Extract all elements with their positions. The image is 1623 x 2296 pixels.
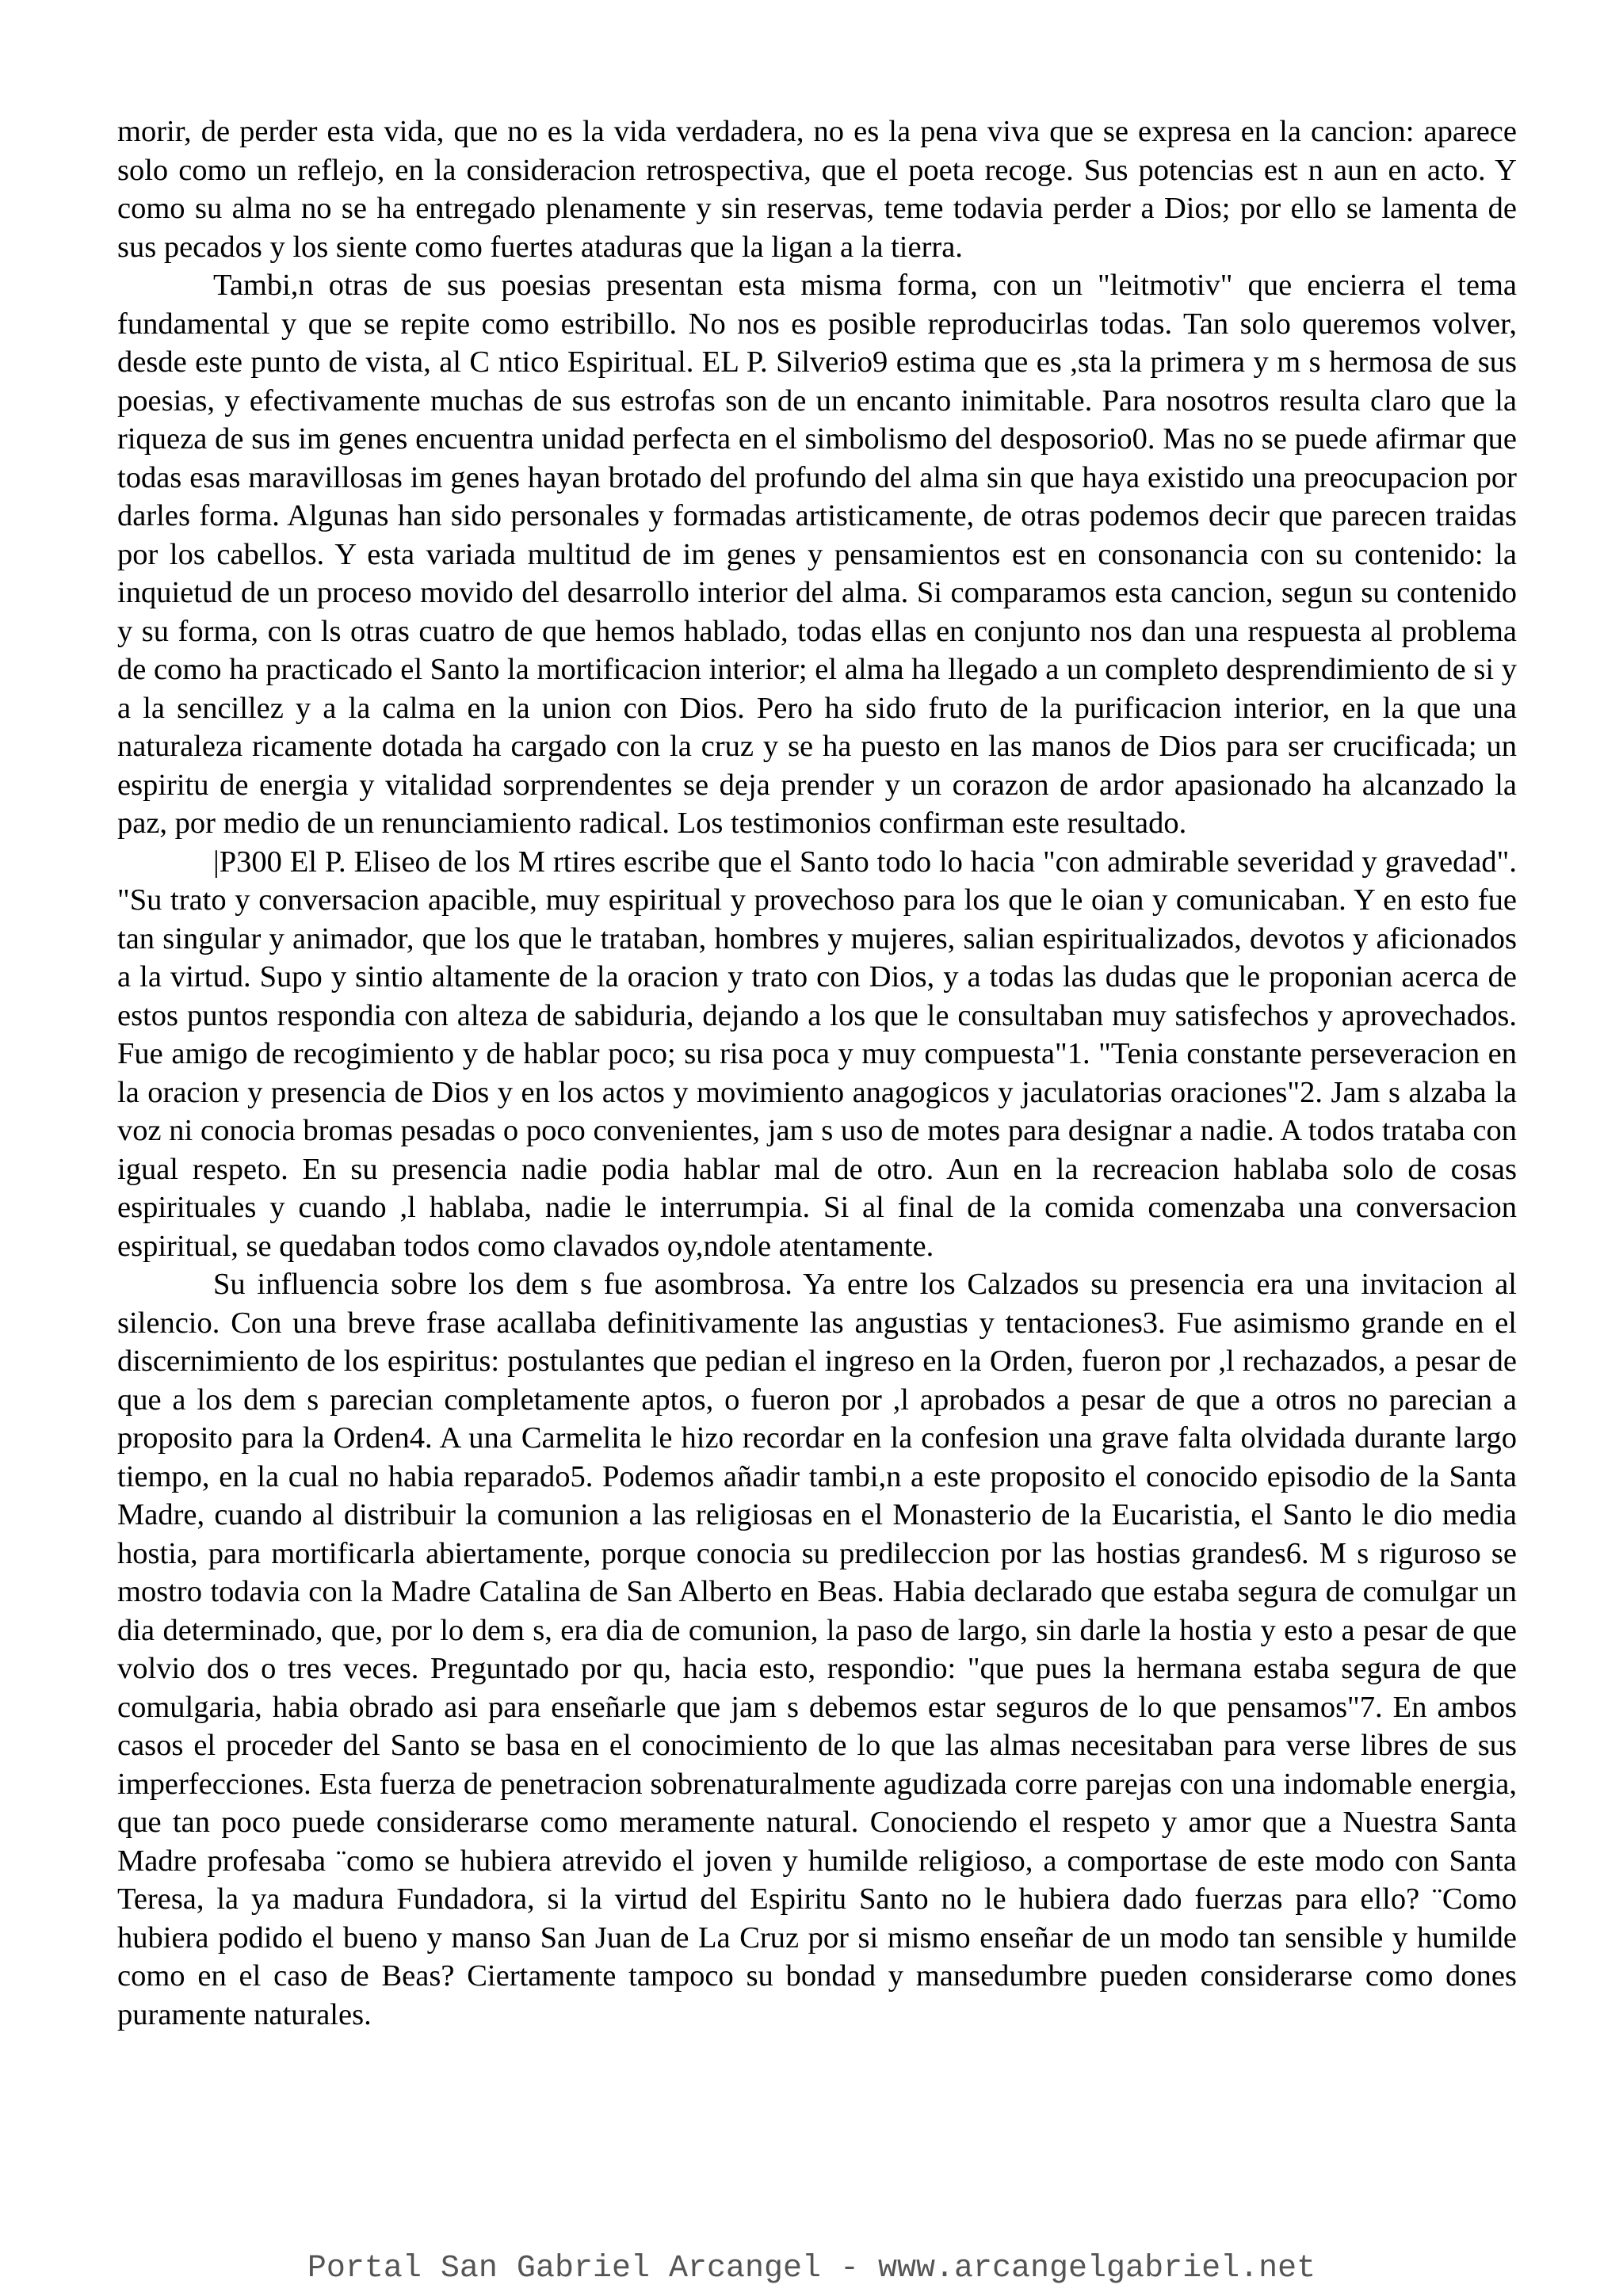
paragraph-2: Tambi,n otras de sus poesias presentan esta misma forma, con un "leitmotiv" que encierra el tema fundamental y que se repite como estribillo. No nos es posible reproducirlas todas. Tan solo queremos volver, desde este punto de vista, al C ntico Espiritual. EL P. Silverio9 estima que es ,sta la primera y m s hermosa de sus poesias, y efectivamente muchas de sus estrofas son de un encanto inimitable. Para nosotros resulta claro que la riqueza de sus im genes encuentra unidad perfecta en el simbolismo del desposorio0. Mas no se puede afirmar que todas esas maravillosas im genes hayan brotado del profundo del alma sin que haya existido una preocupacion por darles forma. Algunas han sido personales y formadas artisticamente, de otras podemos decir que parecen traidas por los cabellos. Y esta variada multitud de im genes y pensamientos est en consonancia con su contenido: la inquietud de un proceso movido del desarrollo interior del alma. Si comparamos esta cancion, segun su contenido y su forma, con ls otras cuatro de que hemos hablado, todas ellas en conjunto nos dan una respuesta al problema de como ha practicado el Santo la mortificacion interior; el alma ha llegado a un completo desprendimiento de si y a la sencillez y a la calma en la union con Dios. Pero ha sido fruto de la purificacion interior, en la que una naturaleza ricamente dotada ha cargado con la cruz y se ha puesto en las manos de Dios para ser crucificada; un espiritu de energia y vitalidad sorprendentes se deja prender y un corazon de ardor apasionado ha alcanzado la paz, por medio de un renunciamiento radical. Los testimonios confirman este resultado.: [117, 269, 1517, 840]
paragraph-3: |P300 El P. Eliseo de los M rtires escribe que el Santo todo lo hacia "con admirable severidad y gravedad". "Su trato y conversacion apacible, muy espiritual y provechoso para los que le oian y comunicaban. Y en esto fue tan singular y animador, que los que le trataban, hombres y mujeres, salian espiritualizados, devotos y aficionados a la virtud. Supo y sintio altamente de la oracion y trato con Dios, y a todas las dudas que le proponian acerca de estos puntos respondia con alteza de sabiduria, dejando a los que le consultaban muy satisfechos y aprovechados. Fue amigo de recogimiento y de hablar poco; su risa poca y muy compuesta"1. "Tenia constante perseveracion en la oracion y presencia de Dios y en los actos y movimiento anagogicos y jaculatorias oraciones"2. Jam s alzaba la voz ni conocia bromas pesadas o poco convenientes, jam s uso de motes para designar a nadie. A todos trataba con igual respeto. En su presencia nadie podia hablar mal de otro. Aun en la recreacion hablaba solo de cosas espirituales y cuando ,l hablaba, nadie le interrumpia. Si al final de la comida comenzaba una conversacion espiritual, se quedaban todos como clavados oy,ndole atentamente.: [117, 845, 1517, 1263]
page-body: [117, 113, 1517, 2034]
page-footer: Portal San Gabriel Arcangel - www.arcangelgabriel.net: [307, 2251, 1316, 2286]
paragraph-4: Su influencia sobre los dem s fue asombrosa. Ya entre los Calzados su presencia era una invitacion al silencio. Con una breve frase acallaba definitivamente las angustias y tentaciones3. Fue asimismo grande en el discernimiento de los espiritus: postulantes que pedian el ingreso en la Orden, fueron por ,l rechazados, a pesar de que a los dem s parecian completamente aptos, o fueron por ,l aprobados a pesar de que a otros no parecian a proposito para la Orden4. A una Carmelita le hizo recordar en la confesion una grave falta olvidada durante largo tiempo, en la cual no habia reparado5. Podemos añadir tambi,n a este proposito el conocido episodio de la Santa Madre, cuando al distribuir la comunion a las religiosas en el Monasterio de la Eucaristia, el Santo le dio media hostia, para mortificarla abiertamente, porque conocia su predileccion por las hostias grandes6. M s riguroso se mostro todavia con la Madre Catalina de San Alberto en Beas. Habia declarado que estaba segura de comulgar un dia determinado, que, por lo dem s, era dia de comunion, la paso de largo, sin darle la hostia y esto a pesar de que volvio dos o tres veces. Preguntado por qu, hacia esto, respondio: "que pues la hermana estaba segura de que comulgaria, habia obrado asi para enseñarle que jam s debemos estar seguros de lo que pensamos"7. En ambos casos el proceder del Santo se basa en el conocimiento de lo que las almas necesitaban para verse libres de sus imperfecciones. Esta fuerza de penetracion sobrenaturalmente agudizada corre parejas con una indomable energia, que tan poco puede considerarse como meramente natural. Conociendo el respeto y amor que a Nuestra Santa Madre profesaba ¨como se hubiera atrevido el joven y humilde religioso, a comportase de este modo con Santa Teresa, la ya madura Fundadora, si la virtud del Espiritu Santo no le hubiera dado fuerzas para ello? ¨Como hubiera podido el bueno y manso San Juan de La Cruz por si mismo enseñar de un modo tan sensible y humilde como en el caso de Beas? Ciertamente tampoco su bondad y mansedumbre pueden considerarse como dones puramente naturales.: [117, 1268, 1517, 2031]
paragraph-1: morir, de perder esta vida, que no es la vida verdadera, no es la pena viva que se expresa en la cancion: aparece solo como un reflejo, en la consideracion retrospectiva, que el poeta recoge. Sus potencias est n aun en acto. Y como su alma no se ha entregado plenamente y sin reservas, teme todavia perder a Dios; por ello se lamenta de sus pecados y los siente como fuertes ataduras que la ligan a la tierra.: [117, 115, 1517, 264]
